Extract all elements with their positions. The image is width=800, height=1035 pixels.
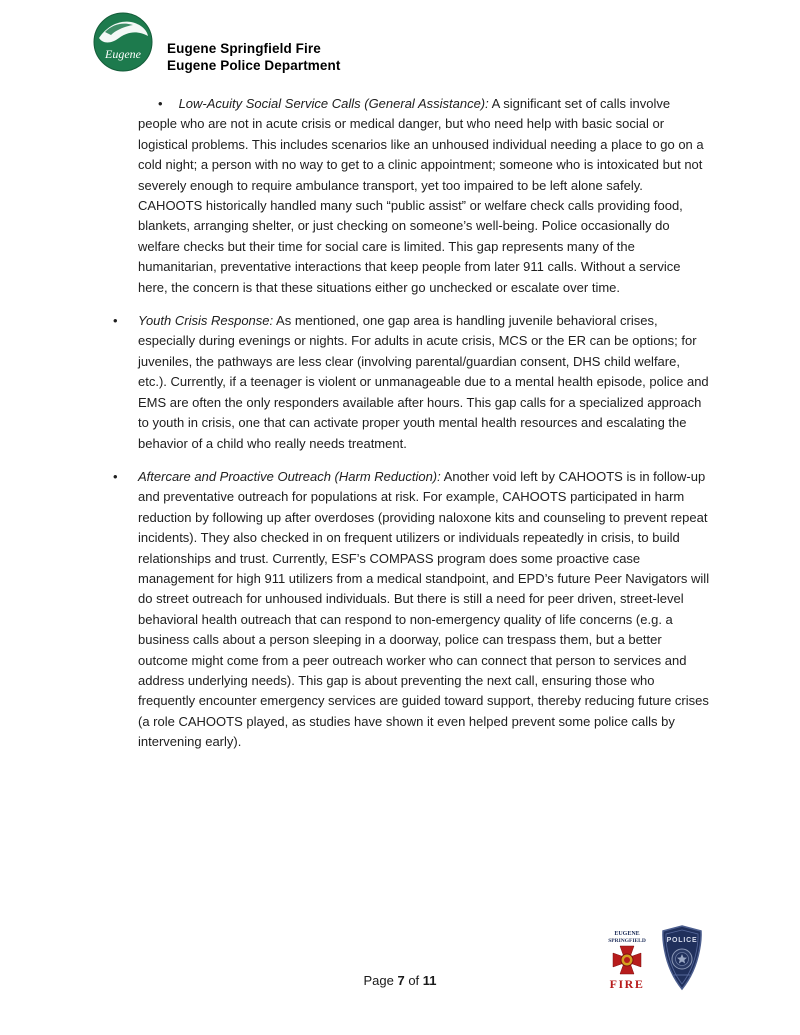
bullet-low-acuity-calls	[138, 94, 710, 298]
fire-badge-line1: EUGENE	[614, 931, 640, 937]
eugene-logo-text: Eugene	[105, 47, 141, 61]
page-label: Page	[363, 973, 394, 988]
police-badge-label: POLICE	[666, 937, 698, 944]
maltese-cross-icon	[613, 946, 641, 974]
bullet-body-low-acuity: A significant set of calls involve people who are not in acute crisis or medical danger, but who need help with basic social or logistical problems. This includes scenarios like an unhoused individual needing a place to go on a cold night; a person with no way to get to a clinic appointment; someone who is intoxicated but not severely enough to require ambulance transport, yet too impaired to be left alone safely. CAHOOTS historically handled many such “public assist” or welfare check calls providing food, blankets, arranging shelter, or just checking on someone’s well-being. Police occasionally do welfare checks but their time for social care is limited. This gap represents many of the humanitarian, preventative interactions that keep people from later 911 calls. Without a service here, the concern is that these situations either go unchecked or escalate over time.	[138, 96, 704, 295]
page-of-label: of	[408, 973, 420, 988]
bullet-lead-low-acuity: Low-Acuity Social Service Calls (General Assistance):	[178, 96, 489, 111]
org-names	[167, 12, 340, 74]
fire-badge-line2: SPRINGFIELD	[608, 938, 646, 944]
bullet-body-aftercare: Another void left by CAHOOTS is in follow-up and preventative outreach for populations at risk. For example, CAHOOTS participated in harm reduction by following up after overdoses (providing naloxone kits and counseling to prevent repeat incidents). They also checked in on frequent utilizers or individuals repeatedly in crisis, to build relationships and trust. Currently, ESF’s COMPASS program does some proactive case management for high 911 utilizers from a medical standpoint, and EPD’s future Peer Navigators will do street outreach for unhoused individuals. But there is still a need for peer driven, street-level behavioral health outreach that can respond to non-emergency quality of life concerns (e.g. a business calls about a person sleeping in a doorway, police can trespass them, but a better outcome might come from a peer outreach worker who can connect that person to services and address underlying needs). This gap is about preventing the next call, ensuring those who frequently encounter emergency services are guided toward support, thereby reducing future crises (a role CAHOOTS played, as studies have shown it even helped prevent some police calls by intervening early).	[138, 468, 710, 750]
eugene-logo-icon	[93, 12, 153, 72]
org-name-police: Eugene Police Department	[167, 58, 341, 73]
document-body	[113, 94, 710, 766]
fire-badge-line3: FIRE	[609, 977, 645, 991]
bullet-body-youth-crisis: As mentioned, one gap area is handling juvenile behavioral crises, especially during evenings or nights. For adults in acute crisis, MCS or the ER can be options; for juveniles, the pathways are less clear (involving parental/guardian consent, DHS child welfare, etc.). Currently, if a teenager is violent or unmanageable due to a mental health episode, police and EMS are often the only responders available after hours. This gap calls for a specialized approach to youth in crisis, one that can activate proper youth mental health resources and escalating the behavior of a child who really needs treatment.	[138, 313, 709, 451]
page-current: 7	[397, 973, 405, 988]
bullet-icon: •	[158, 96, 163, 111]
bullet-icon: •	[113, 313, 118, 329]
page-number	[0, 973, 800, 988]
bullet-youth-crisis	[113, 311, 710, 454]
bullet-lead-youth-crisis: Youth Crisis Response:	[138, 313, 274, 329]
page-total: 11	[422, 973, 437, 988]
eugene-city-logo	[93, 12, 153, 72]
bullet-icon: •	[113, 468, 118, 484]
bullet-lead-aftercare: Aftercare and Proactive Outreach (Harm Reduction):	[138, 468, 441, 484]
org-name-fire: Eugene Springfield Fire	[167, 41, 321, 56]
bullet-aftercare-outreach	[113, 467, 710, 753]
letterhead	[93, 12, 340, 74]
